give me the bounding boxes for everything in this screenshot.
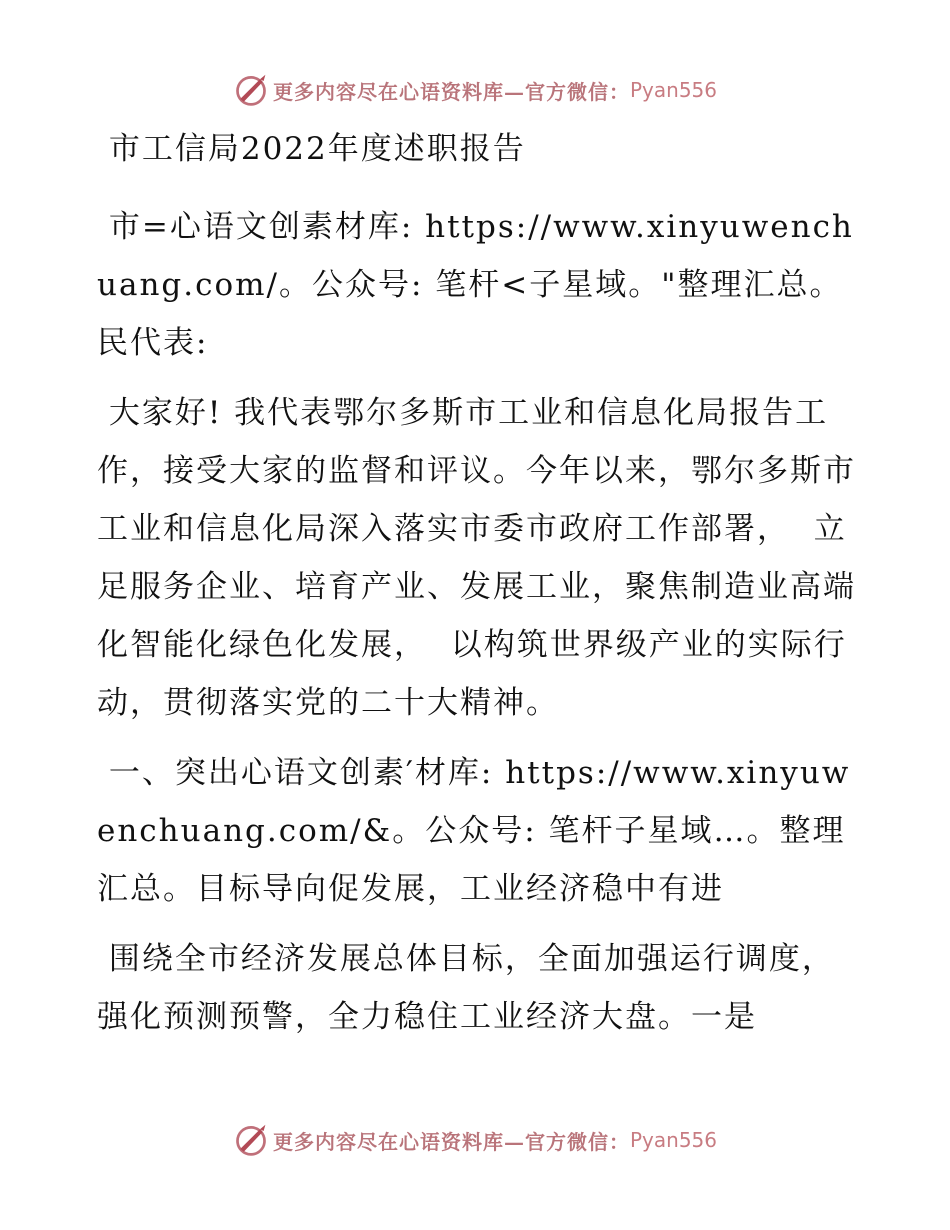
quill-logo-icon xyxy=(233,1122,269,1158)
watermark-wechat-id: Pyan556 xyxy=(629,1128,717,1152)
paragraph-2: 大家好! 我代表鄂尔多斯市工业和信息化局报告工作，接受大家的监督和评议。今年以来，鄂尔多斯市工业和信息化局深入落实市委市政府工作部署， 立足服务企业、培育产业、发展工业，聚焦制造业高端化智能化绿色化发展， 以构筑世界级产业的实际行动，贯彻落实党的二十大精神。 xyxy=(97,395,856,721)
watermark-header xyxy=(0,70,950,110)
document-body xyxy=(97,120,857,1058)
quill-logo-icon xyxy=(233,72,269,108)
paragraph-3: 一、突出心语文创素′材库: https://www.xinyuwenchuang.com/&。公众号: 笔杆子星域…。整理汇总。目标导向促发展，工业经济稳中有进 xyxy=(97,755,851,907)
document-title: 市工信局2022年度述职报告 xyxy=(97,131,526,167)
paragraph-1: 市=心语文创素材库: https://www.xinyuwenchuang.com/。公众号: 笔杆<子星域。"整理汇总。民代表: xyxy=(97,209,854,361)
paragraph-4: 围绕全市经济发展总体目标，全面加强运行调度，强化预测预警，全力稳住工业经济大盘。一是 xyxy=(97,941,835,1035)
watermark-footer xyxy=(0,1120,950,1160)
watermark-text: 更多内容尽在心语资料库—官方微信： xyxy=(272,1129,630,1154)
watermark-text: 更多内容尽在心语资料库—官方微信： xyxy=(272,79,630,104)
watermark-wechat-id: Pyan556 xyxy=(629,78,717,102)
